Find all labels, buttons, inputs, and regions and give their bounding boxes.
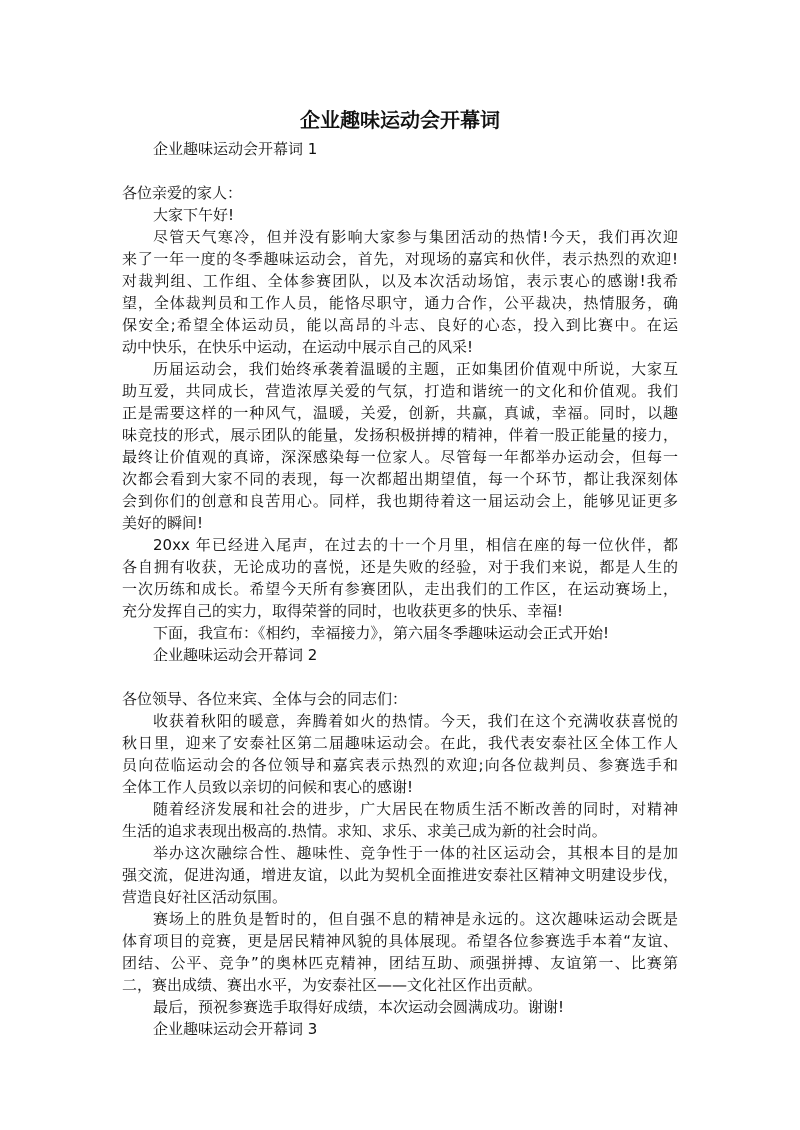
paragraph-line: 助互爱，共同成长，营造浓厚关爱的气氛，打造和谐统一的文化和价值观。我们 [122, 382, 678, 400]
paragraph-line: 尽管天气寒冷，但并没有影响大家参与集团活动的热情!今天，我们再次迎 [153, 228, 678, 246]
paragraph-line: 来了一年一度的冬季趣味运动会，首先，对现场的嘉宾和伙伴，表示热烈的欢迎! [122, 250, 678, 268]
paragraph-line: 秋日里，迎来了安泰社区第二届趣味运动会。在此，我代表安泰社区全体工作人 [122, 734, 678, 752]
paragraph-line: 收获着秋阳的暖意，奔腾着如火的热情。今天，我们在这个充满收获喜悦的 [153, 712, 678, 730]
paragraph-line: 营造良好社区活动氛围。 [122, 888, 288, 906]
paragraph-line: 历届运动会，我们始终承袭着温暖的主题，正如集团价值观中所说，大家互 [153, 360, 678, 378]
paragraph-line: 美好的瞬间! [122, 514, 204, 532]
paragraph-line: 对裁判组、工作组、全体参赛团队，以及本次活动场馆，表示衷心的感谢!我希 [122, 272, 678, 290]
paragraph-line: 各自拥有收获，无论成功的喜悦，还是失败的经验，对于我们来说，都是人生的 [122, 558, 678, 576]
section-heading: 企业趣味运动会开幕词 3 [153, 1020, 318, 1038]
paragraph-line: 一次历练和成长。希望今天所有参赛团队，走出我们的工作区，在运动赛场上， [122, 580, 678, 598]
paragraph-line: 会到你们的创意和良苦用心。同样，我也期待着这一届运动会上，能够见证更多 [122, 492, 678, 510]
paragraph-line: 下面，我宣布：《相约，幸福接力》，第六届冬季趣味运动会正式开始! [153, 624, 610, 642]
paragraph-line: 举办这次融综合性、趣味性、竞争性于一体的社区运动会，其根本目的是加 [153, 844, 678, 862]
paragraph-line: 动中快乐，在快乐中运动，在运动中展示自己的风采! [122, 338, 474, 356]
paragraph-line: 保安全;希望全体运动员，能以高昂的斗志、良好的心态，投入到比赛中。在运 [122, 316, 678, 334]
paragraph-line: 强交流，促进沟通，增进友谊，以此为契机全面推进安泰社区精神文明建设步伐， [122, 866, 678, 884]
paragraph-line: 味竞技的形式，展示团队的能量，发扬积极拼搏的精神，伴着一股正能量的接力， [122, 426, 678, 444]
paragraph-line: 赛场上的胜负是暂时的，但自强不息的精神是永远的。这次趣味运动会既是 [153, 910, 678, 928]
paragraph-line: 员向莅临运动会的各位领导和嘉宾表示热烈的欢迎;向各位裁判员、参赛选手和 [122, 756, 678, 774]
paragraph-line: 充分发挥自己的实力，取得荣誉的同时，也收获更多的快乐、幸福! [122, 602, 564, 620]
paragraph-line: 生活的追求表现出极高的.热情。求知、求乐、求美己成为新的社会时尚。 [122, 822, 607, 840]
paragraph-line: 最后，预祝参赛选手取得好成绩，本次运动会圆满成功。谢谢! [153, 998, 565, 1016]
paragraph-line: 体育项目的竞赛，更是居民精神风貌的具体展现。希望各位参赛选手本着“友谊、 [122, 932, 678, 950]
paragraph-line: 二，赛出成绩、赛出水平，为安泰社区——文化社区作出贡献。 [122, 976, 543, 994]
salutation: 各位领导、各位来宾、全体与会的同志们： [122, 690, 408, 708]
paragraph-line: 最终让价值观的真谛，深深感染每一位家人。尽管每一年都举办运动会，但每一 [122, 448, 678, 466]
document-title: 企业趣味运动会开幕词 [300, 108, 500, 132]
salutation: 各位亲爱的家人： [122, 184, 243, 202]
section-heading: 企业趣味运动会开幕词 1 [153, 140, 318, 158]
paragraph-line: 正是需要这样的一种风气，温暖，关爱，创新，共赢，真诚，幸福。同时，以趣 [122, 404, 678, 422]
paragraph-line: 全体工作人员致以亲切的问候和衷心的感谢! [122, 778, 414, 796]
paragraph-line: 望，全体裁判员和工作人员，能恪尽职守，通力合作，公平裁决，热情服务，确 [122, 294, 678, 312]
paragraph-line: 随着经济发展和社会的进步，广大居民在物质生活不断改善的同时，对精神 [153, 800, 678, 818]
paragraph-line: 大家下午好! [153, 206, 235, 224]
paragraph-line: 20xx 年已经进入尾声，在过去的十一个月里，相信在座的每一位伙伴，都 [153, 536, 678, 554]
section-heading: 企业趣味运动会开幕词 2 [153, 646, 318, 664]
paragraph-line: 次都会看到大家不同的表现，每一次都超出期望值，每一个环节，都让我深刻体 [122, 470, 678, 488]
paragraph-line: 团结、公平、竞争”的奥林匹克精神，团结互助、顽强拼搏、友谊第一、比赛第 [122, 954, 678, 972]
